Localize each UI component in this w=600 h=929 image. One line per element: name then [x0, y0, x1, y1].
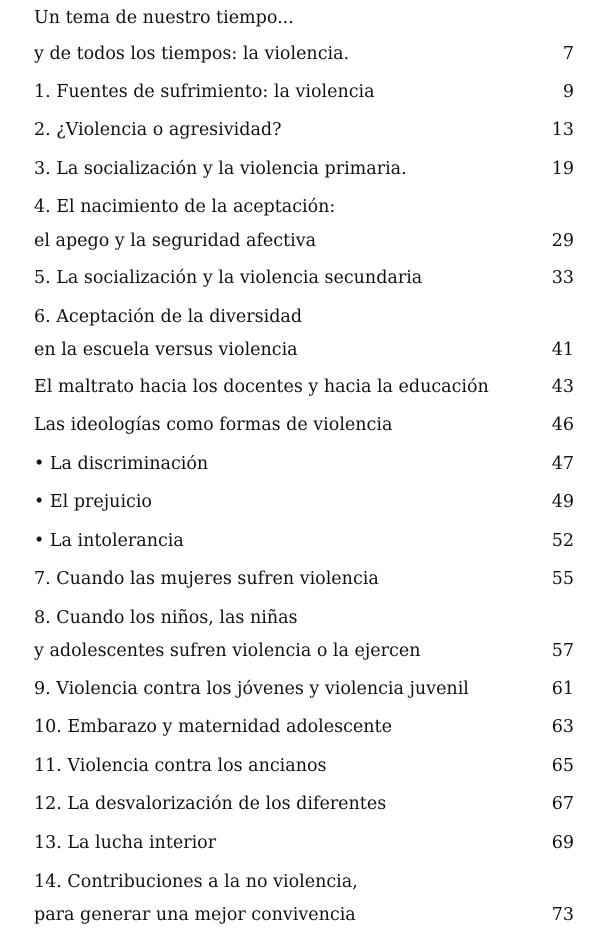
toc-entry-line — [34, 305, 574, 329]
toc-entry-line — [34, 715, 574, 739]
toc-entry-title: 3. La socialización y la violencia primaria. — [34, 159, 407, 179]
toc-entry-line — [34, 452, 574, 476]
toc-entry-page: 61 — [551, 679, 574, 699]
toc-entry-line — [34, 338, 574, 362]
toc-entry-title: 7. Cuando las mujeres sufren violencia — [34, 569, 379, 589]
toc-entry-title: el apego y la seguridad afectiva — [34, 231, 317, 251]
toc-entry-line — [34, 567, 574, 591]
toc-entry-page: 65 — [551, 756, 574, 776]
toc-entry-page: 63 — [551, 717, 574, 737]
toc-entry-title: Las ideologías como formas de violencia — [34, 415, 393, 435]
toc-entry-line — [34, 639, 574, 663]
toc-entry-line — [34, 870, 574, 894]
toc-entry-page: 47 — [551, 454, 574, 474]
toc-entry-line — [34, 413, 574, 437]
toc-entry-line — [34, 606, 574, 630]
toc-entry-title: 9. Violencia contra los jóvenes y violencia juvenil — [34, 679, 469, 699]
toc-entry-line — [34, 490, 574, 514]
toc-entry-title: 14. Contribuciones a la no violencia, — [34, 872, 358, 892]
toc-entry-line — [34, 529, 574, 553]
toc-entry-page: 55 — [551, 569, 574, 589]
toc-entry-line — [34, 229, 574, 253]
toc-entry-page: 7 — [562, 44, 574, 64]
toc-entry-title: 1. Fuentes de sufrimiento: la violencia — [34, 82, 375, 102]
toc-entry-page: 43 — [551, 377, 574, 397]
toc-entry-page: 9 — [562, 82, 574, 102]
toc-entry-line — [34, 80, 574, 104]
toc-entry-line — [34, 118, 574, 142]
toc-entry-line — [34, 157, 574, 181]
toc-entry-line — [34, 375, 574, 399]
toc-entry-line — [34, 754, 574, 778]
toc-entry-page: 73 — [551, 905, 574, 925]
toc-entry-line — [34, 6, 574, 30]
toc-entry-page: 69 — [551, 833, 574, 853]
toc-entry-title: 5. La socialización y la violencia secundaria — [34, 268, 423, 288]
toc-entry-title: en la escuela versus violencia — [34, 340, 298, 360]
toc-entry-title: • La discriminación — [34, 454, 209, 474]
toc-entry-title: para generar una mejor convivencia — [34, 905, 356, 925]
toc-entry-title: 2. ¿Violencia o agresividad? — [34, 120, 282, 140]
toc-entry-line — [34, 677, 574, 701]
toc-entry-line — [34, 195, 574, 219]
toc-entry-title: • La intolerancia — [34, 531, 184, 551]
toc-entry-title: 12. La desvalorización de los diferentes — [34, 794, 387, 814]
toc-entry-page: 49 — [551, 492, 574, 512]
toc-entry-page: 19 — [551, 159, 574, 179]
toc-entry-page: 33 — [551, 268, 574, 288]
toc-entry-title: y adolescentes sufren violencia o la ejercen — [34, 641, 421, 661]
toc-entry-title: El maltrato hacia los docentes y hacia la educación — [34, 377, 489, 397]
toc-entry-line — [34, 903, 574, 927]
toc-entry-title: • El prejuicio — [34, 492, 152, 512]
toc-entry-title: 11. Violencia contra los ancianos — [34, 756, 327, 776]
toc-entry-title: 13. La lucha interior — [34, 833, 217, 853]
toc-entry-title: Un tema de nuestro tiempo... — [34, 8, 294, 28]
toc-entry-line — [34, 266, 574, 290]
toc-entry-page: 46 — [551, 415, 574, 435]
toc-entry-page: 57 — [551, 641, 574, 661]
toc-entry-page: 13 — [551, 120, 574, 140]
toc-entry-line — [34, 792, 574, 816]
toc-entry-page: 52 — [551, 531, 574, 551]
toc-entry-title: 6. Aceptación de la diversidad — [34, 307, 303, 327]
toc-entry-page: 29 — [551, 231, 574, 251]
toc-entry-title: 8. Cuando los niños, las niñas — [34, 608, 298, 628]
toc-entry-page: 41 — [551, 340, 574, 360]
toc-entry-line — [34, 42, 574, 66]
toc-entry-page: 67 — [551, 794, 574, 814]
toc-entry-line — [34, 831, 574, 855]
toc-entry-title: 4. El nacimiento de la aceptación: — [34, 197, 336, 217]
toc-entry-title: 10. Embarazo y maternidad adolescente — [34, 717, 392, 737]
toc-entry-title: y de todos los tiempos: la violencia. — [34, 44, 350, 64]
